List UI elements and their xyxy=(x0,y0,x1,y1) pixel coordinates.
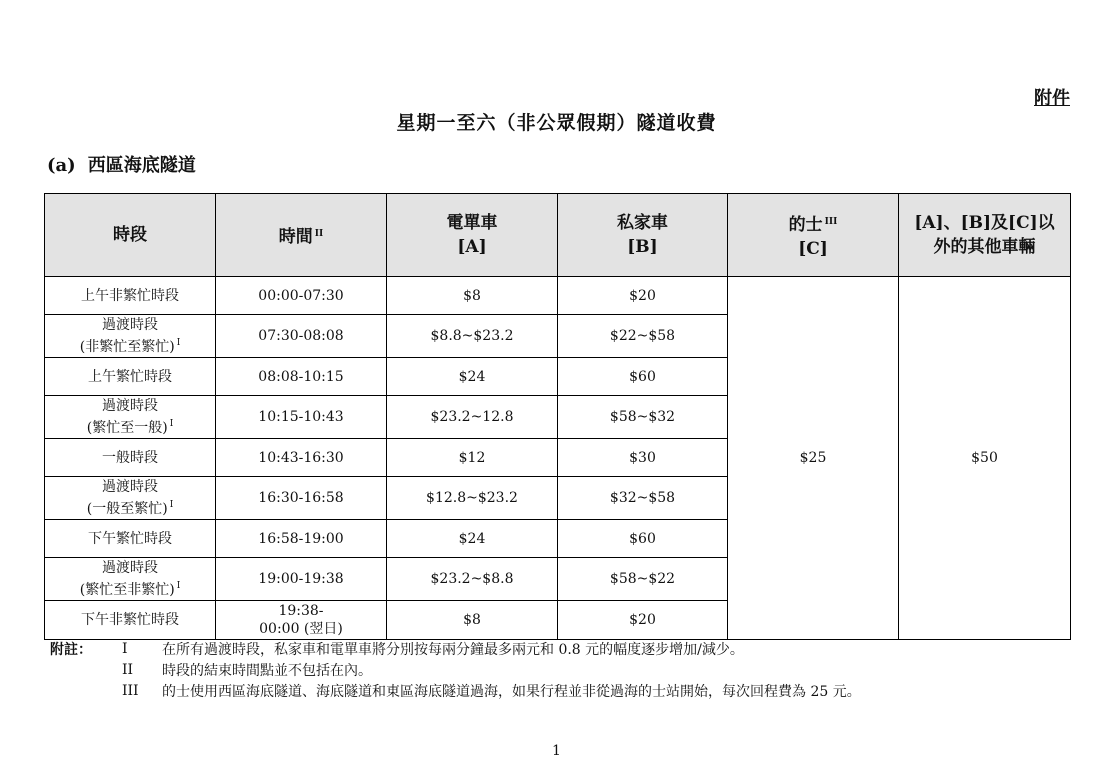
note-ref: II xyxy=(314,228,324,239)
footnote-number: I xyxy=(122,640,128,657)
cell-private-car-fee: $32~$58 xyxy=(558,477,728,520)
cell-private-car-fee: $20 xyxy=(558,601,728,640)
cell-period: 過渡時段 (繁忙至非繁忙) $^I$ xyxy=(45,558,216,601)
header-period: 時段 xyxy=(45,194,216,277)
footnote-row xyxy=(50,659,861,680)
cell-period: 下午繁忙時段 xyxy=(45,520,216,558)
annex-label: 附件 xyxy=(1034,88,1070,109)
cell-period: 一般時段 xyxy=(45,439,216,477)
header-other-vehicles: [A]、[B]及[C]以 外的其他車輛 xyxy=(899,194,1071,277)
header-private-car: 私家車 [B] xyxy=(558,194,728,277)
cell-period: 過渡時段 (繁忙至一般) $^I$ xyxy=(45,396,216,439)
cell-motorcycle-fee: $8 xyxy=(387,601,558,640)
cell-time: 19:38- 00:00 (翌日) xyxy=(216,601,387,640)
cell-private-car-fee: $58~$22 xyxy=(558,558,728,601)
cell-motorcycle-fee: $23.2~12.8 xyxy=(387,396,558,439)
header-taxi: 的士 $^{III}$ [C] xyxy=(728,194,899,277)
cell-period: 上午繁忙時段 xyxy=(45,358,216,396)
cell-private-car-fee: $20 xyxy=(558,277,728,315)
note-ref: III xyxy=(824,216,838,227)
cell-time: 07:30-08:08 xyxy=(216,315,387,358)
note-ref: I xyxy=(169,500,174,510)
cell-motorcycle-fee: $24 xyxy=(387,358,558,396)
cell-motorcycle-fee: $12.8~$23.2 xyxy=(387,477,558,520)
cell-motorcycle-fee: $24 xyxy=(387,520,558,558)
section-name: 西區海底隧道 xyxy=(87,155,196,176)
footnote-row xyxy=(50,680,861,701)
cell-taxi-fee: $25 xyxy=(728,277,899,640)
section-letter: (a) xyxy=(47,155,76,176)
cell-motorcycle-fee: $12 xyxy=(387,439,558,477)
footnote-text: 在所有過渡時段，私家車和電單車將分別按每兩分鐘最多兩元和 0.8 元的幅度逐步增加/減少。 xyxy=(162,641,744,658)
header-motorcycle: 電單車 [A] xyxy=(387,194,558,277)
footnote-number: II xyxy=(122,661,134,678)
footnote-heading: 附註： xyxy=(50,641,92,658)
page-number: 1 xyxy=(552,743,561,759)
cell-time: 19:00-19:38 xyxy=(216,558,387,601)
cell-period: 上午非繁忙時段 xyxy=(45,277,216,315)
cell-private-car-fee: $30 xyxy=(558,439,728,477)
table-header-row xyxy=(45,194,1071,277)
footnote-text: 時段的結束時間點並不包括在內。 xyxy=(162,662,372,679)
note-ref: I xyxy=(169,419,174,429)
cell-time: 10:43-16:30 xyxy=(216,439,387,477)
cell-time: 16:30-16:58 xyxy=(216,477,387,520)
cell-time: 00:00-07:30 xyxy=(216,277,387,315)
cell-motorcycle-fee: $8 xyxy=(387,277,558,315)
cell-private-car-fee: $58~$32 xyxy=(558,396,728,439)
note-ref: I xyxy=(176,338,181,348)
cell-time: 10:15-10:43 xyxy=(216,396,387,439)
cell-private-car-fee: $60 xyxy=(558,520,728,558)
section-heading xyxy=(47,151,196,177)
note-ref: I xyxy=(176,581,181,591)
cell-period: 下午非繁忙時段 xyxy=(45,601,216,640)
cell-private-car-fee: $60 xyxy=(558,358,728,396)
cell-time: 16:58-19:00 xyxy=(216,520,387,558)
cell-private-car-fee: $22~$58 xyxy=(558,315,728,358)
footnote-text: 的士使用西區海底隧道、海底隧道和東區海底隧道過海，如果行程並非從過海的士站開始，每次回程費為 25 元。 xyxy=(162,683,861,700)
header-time: 時間 $^{II}$ xyxy=(216,194,387,277)
cell-period: 過渡時段 (非繁忙至繁忙) $^I$ xyxy=(45,315,216,358)
footnote-number: III xyxy=(122,682,139,699)
page-title: 星期一至六（非公眾假期）隧道收費 xyxy=(396,112,717,134)
cell-motorcycle-fee: $8.8~$23.2 xyxy=(387,315,558,358)
toll-table xyxy=(44,193,1071,640)
table-row xyxy=(45,277,1071,315)
cell-period: 過渡時段 (一般至繁忙) $^I$ xyxy=(45,477,216,520)
cell-time: 08:08-10:15 xyxy=(216,358,387,396)
cell-motorcycle-fee: $23.2~$8.8 xyxy=(387,558,558,601)
footnote-row xyxy=(50,638,861,659)
cell-other-vehicle-fee: $50 xyxy=(899,277,1071,640)
footnotes xyxy=(50,638,861,701)
